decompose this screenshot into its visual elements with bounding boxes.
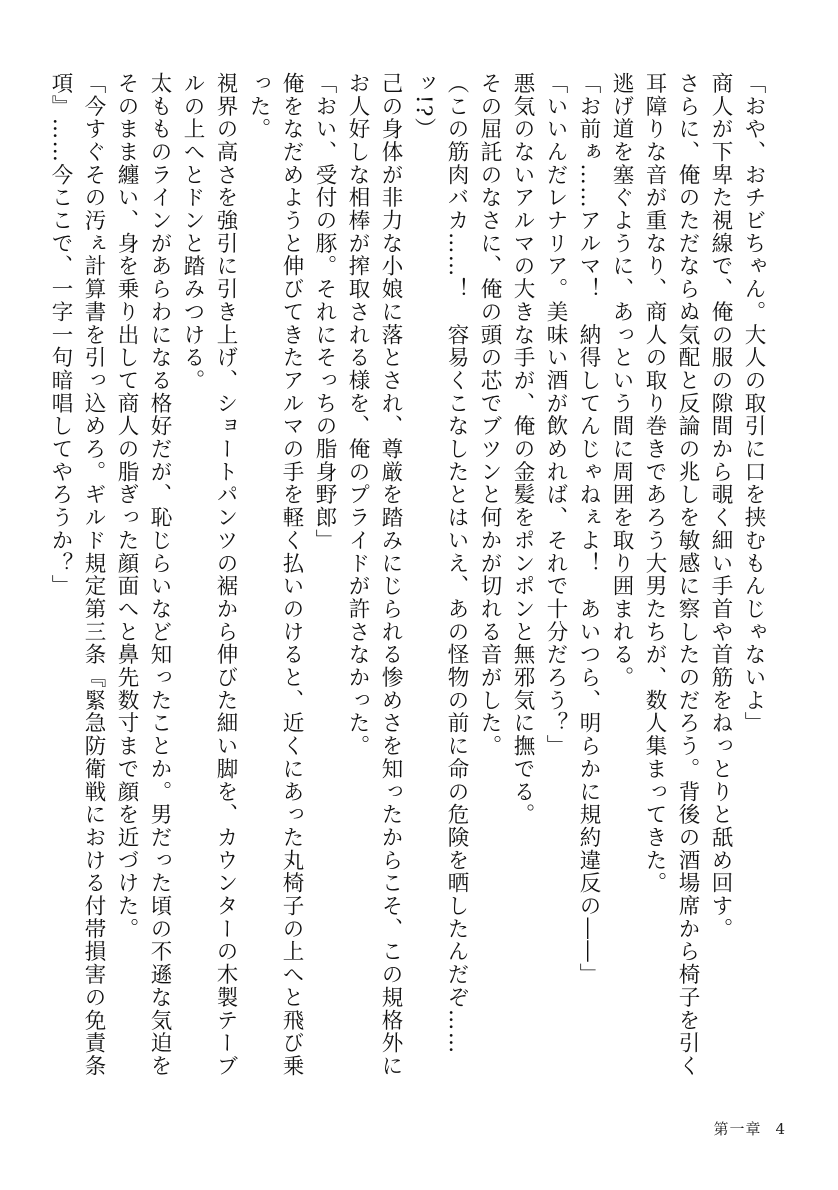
paragraph-6: 「いいんだレナリア。美味い酒が飲めれば、それで十分だろう？」 — [543, 72, 568, 758]
paragraph-4: 逃げ道を塞ぐように、あっという間に周囲を取り囲まれる。 — [609, 72, 634, 689]
paragraph-9: （この筋肉バカ……！ 容易くこなしたとはいえ、あの怪物の前に命の危険を晒したんだぞ……ッ!?） — [411, 72, 469, 1055]
page-number: 4 — [775, 1120, 786, 1138]
paragraph-15: 「今すぐその汚ぇ計算書を引っ込めろ。ギルド規定第三条『緊急防衛戦における付帯損害の免責条項』……今ここで、一字一句暗唱してやろうか？」 — [48, 72, 106, 1078]
paragraph-12: 俺をなだめようと伸びてきたアルマの手を軽く払いのけると、近くにあった丸椅子の上へと飛び乗った。 — [246, 72, 304, 1078]
paragraph-3: さらに、俺のただならぬ気配と反論の兆しを敏感に察したのだろう。背後の酒場席から椅子を引く耳障りな音が重なり、商人の取り巻きであろう大男たちが、数人集まってきた。 — [642, 72, 700, 1078]
paragraph-2: 商人が下卑た視線で、俺の服の隙間から覗く細い手首や首筋をねっとりと舐め回す。 — [708, 72, 733, 941]
paragraph-14: 太もものラインがあらわになる格好だが、恥じらいなど知ったことか。男だった頃の不遜な気迫をそのまま纏い、身を乗り出して商人の脂ぎった顔面へと鼻先数寸まで顔を近づけた。 — [114, 72, 172, 1078]
paragraph-11: 「おい、受付の豚。それにそっちの脂身野郎」 — [312, 72, 337, 552]
paragraph-8: その屈託のなさに、俺の頭の芯でブツンと何かが切れる音がした。 — [477, 72, 502, 758]
vertical-text-body — [48, 72, 770, 1092]
chapter-label: 第一章 — [713, 1120, 762, 1138]
paragraph-1: 「おや、おチビちゃん。大人の取引に口を挟むもんじゃないよ」 — [741, 72, 766, 735]
page-footer — [699, 1118, 786, 1139]
paragraph-5: 「お前ぁ……アルマ！ 納得してんじゃねぇよ！ あいつら、明らかに規約違反の――」 — [576, 72, 601, 986]
paragraph-7: 悪気のないアルマの大きな手が、俺の金髪をポンポンと無邪気に撫でる。 — [510, 72, 535, 827]
paragraph-10: 己の身体が非力な小娘に落とされ、尊厳を踏みにじられる惨めさを知ったからこそ、この規格外にお人好しな相棒が搾取される様を、俺のプライドが許さなかった。 — [345, 72, 403, 1078]
paragraph-13: 視界の高さを強引に引き上げ、ショートパンツの裾から伸びた細い脚を、カウンターの木製テーブルの上へとドンと踏みつける。 — [180, 72, 238, 1078]
